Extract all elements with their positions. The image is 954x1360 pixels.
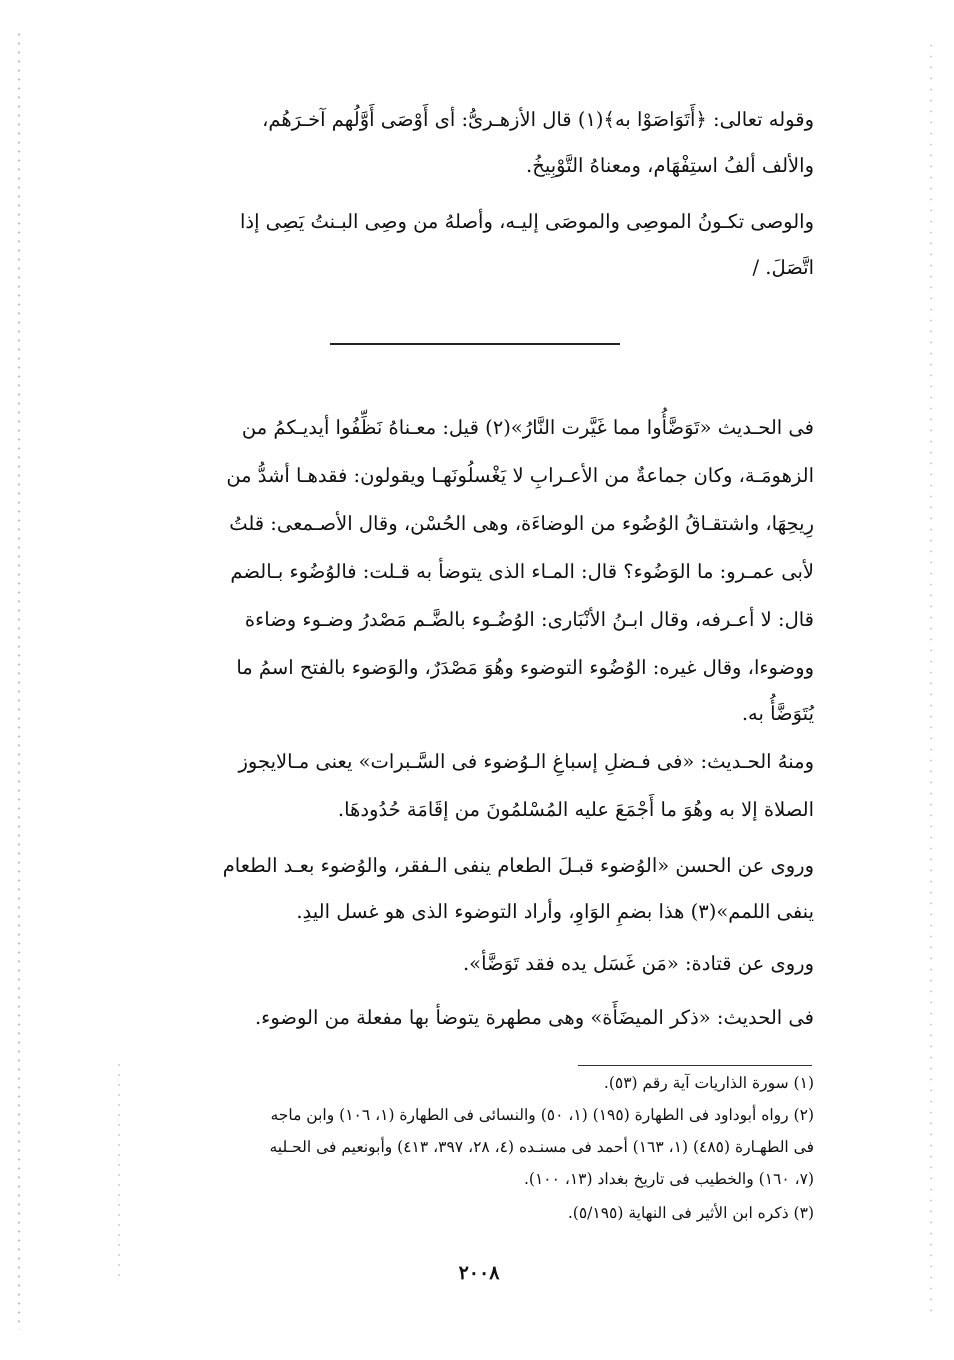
body-line: وقوله تعالى: ﴿أَتَوَاصَوْا به﴾(١) قال الأزهـرىُّ: أى أَوْصَى أَوَّلُهم آخـرَهُم، [262, 108, 814, 131]
body-line: ومنهُ الحـديث: «فى فـضلِ إسباغِ الـوُضوء فى السَّـبرات» يعنى مـالايجوز [238, 750, 814, 773]
body-line: والوصى تكـونُ الموصِى والموصَى إليـه، وأصلهُ من وصِى البـنتُ يَصِى إذا [239, 210, 814, 233]
body-line: رِيحِهَا، واشتقـاقُ الوُضُوء من الوضاءَة، وهى الحُسْن، وقال الأصـمعى: قلتُ [229, 512, 814, 535]
body-line: ووضوءا، وقال غيره: الوُضُوء التوضوء وهُوَ مَصْدَرٌ، والوَضوء بالفتح اسمُ ما [236, 656, 814, 679]
body-line: قال: لا أعـرفه، وقال ابـنُ الأنْبَارى: الوُضُـوء بالضَّـم مَصْدرُ وضـوء وضاءة [244, 608, 814, 631]
chapter-title-underline [330, 343, 620, 345]
body-line: وروى عن الحسن «الوُضوء قبـلَ الطعام ينفى الـفقر، والوُضوء بعـد الطعام [222, 854, 814, 877]
footnote: (٧، ١٦٠) والخطيب فى تاريخ بغداد (١٣، ١٠٠). [523, 1170, 814, 1188]
scan-margin-dots [18, 30, 20, 1330]
body-line: يُتَوَضَّأُ به. [741, 702, 814, 725]
scan-margin-dots [930, 40, 932, 1320]
body-line: ينفى اللمم»(٣) هذا بضمِ الوَاوِ، وأراد التوضوء الذى هو غسل اليدِ. [296, 900, 814, 923]
body-line: والألف ألفُ استِفْهَام، ومعناهُ التَّوْبِيخُ. [526, 154, 814, 177]
body-line: الزهومَـة، وكان جماعةٌ من الأعـرابِ لا يَغْسلُونَهـا ويقولون: فقدهـا أشدُّ من [226, 464, 814, 487]
footnote: (٣) ذكره ابن الأثير فى النهاية (٥/١٩٥). [567, 1204, 814, 1222]
body-line: لأبى عمـرو: ما الوَضُوء؟ قال: المـاء الذى يتوضأ به قـلت: فالوُضُوء بـالضم [230, 560, 814, 583]
footnote: فى الطهـارة (٤٨٥) (١، ١٦٣) أحمد فى مسنـده (٤، ٢٨، ٣٩٧، ٤١٣) وأبونعيم فى الحـليه [269, 1138, 814, 1156]
body-line: فى الحـديث «تَوَضَّأُوا مما غَيَّرت النَّارُ»(٢) قيل: معـناهُ نَظِّفُوا أيديـكمُ من [241, 416, 814, 439]
footnote: (١) سورة الذاريات آية رقم (٥٣). [603, 1074, 814, 1092]
body-line: وروى عن قتادة: «مَن غَسَل يده فقد تَوَضَّأ». [462, 952, 814, 975]
page-number: ٢٠٠٨ [458, 1262, 500, 1284]
body-line: الصلاة إلا به وهُوَ ما أَجْمَعَ عليه المُسْلمُونَ من إقَامَة حُدُودهَا. [337, 798, 814, 821]
footnote: (٢) رواه أبوداود فى الطهارة (١٩٥) (١، ٥٠) والنسائى فى الطهارة (١، ١٠٦) وابن ماجه [270, 1106, 814, 1124]
body-line: اتَّصَلَ. / [752, 256, 814, 279]
footnote-separator [578, 1065, 812, 1066]
scan-margin-dots [118, 1060, 120, 1280]
body-line: فى الحديث: «ذكر الميضَأَة» وهى مطهرة يتوضأ بها مفعلة من الوضوء. [254, 1006, 814, 1029]
